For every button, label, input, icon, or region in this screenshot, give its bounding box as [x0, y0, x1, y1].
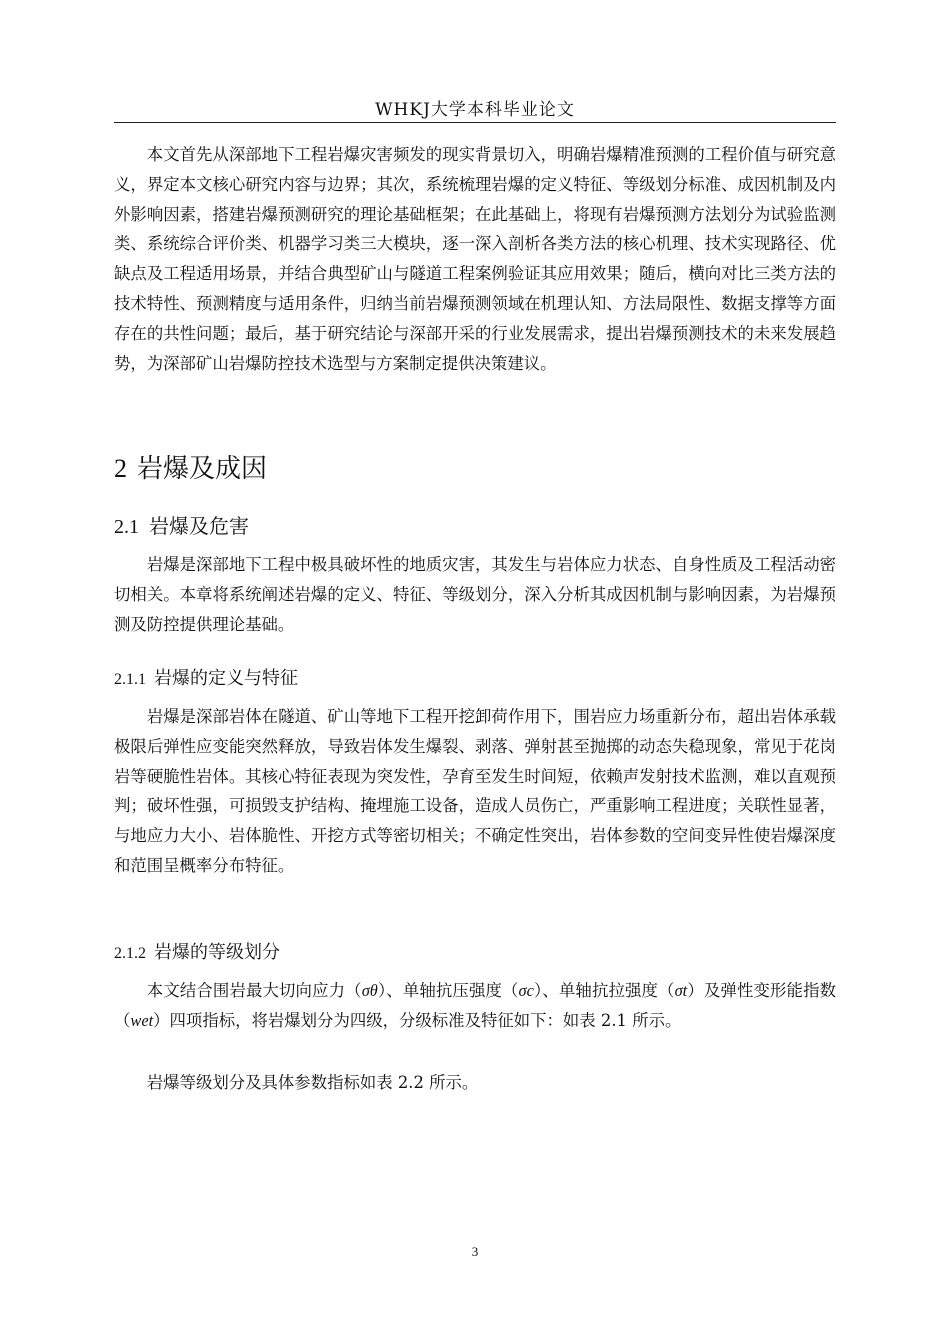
- symbol-sigma-c: σc: [518, 981, 534, 1000]
- subsection-heading-2-1-1: [114, 664, 298, 690]
- section-heading-2-1: [114, 510, 249, 539]
- subsection-title: 岩爆的等级划分: [154, 942, 280, 963]
- symbol-sigma-t: σt: [674, 981, 688, 1000]
- text-run: ）及弹性变形能指数（: [114, 981, 836, 1030]
- section-number: 2.1: [114, 516, 139, 538]
- subsection-number: 2.1.1: [114, 671, 146, 688]
- chapter-heading: [114, 448, 267, 485]
- intro-paragraph: 本文首先从深部地下工程岩爆灾害频发的现实背景切入，明确岩爆精准预测的工程价值与研究意义，界定本文核心研究内容与边界；其次，系统梳理岩爆的定义特征、等级划分标准、成因机制及内外影响因素，搭建岩爆预测研究的理论基础框架；在此基础上，将现有岩爆预测方法划分为试验监测类、系统综合评价类、机器学习类三大模块，逐一深入剖析各类方法的核心机理、技术实现路径、优缺点及工程适用场景，并结合典型矿山与隧道工程案例验证其应用效果；随后，横向对比三类方法的技术特性、预测精度与适用条件，归纳当前岩爆预测领域在机理认知、方法局限性、数据支撑等方面存在的共性问题；最后，基于研究结论与深部开采的行业发展需求，提出岩爆预测技术的未来发展趋势，为深部矿山岩爆防控技术选型与方案制定提供决策建议。: [114, 145, 836, 373]
- subsection-title: 岩爆的定义与特征: [154, 668, 298, 689]
- text-run: 本文结合围岩最大切向应力（: [146, 981, 362, 1000]
- text-run: ）四项指标，将岩爆划分为四级，分级标准及特征如下：如表 2.1 所示。: [153, 1010, 682, 1030]
- running-header: WHKJ大学本科毕业论文: [375, 100, 575, 120]
- section-2-1-2-paragraph-2: 岩爆等级划分及具体参数指标如表 2.2 所示。: [146, 1073, 479, 1092]
- chapter-title: 岩爆及成因: [137, 454, 268, 484]
- chapter-number: 2: [114, 454, 127, 483]
- text-run: ）、单轴抗压强度（: [377, 981, 519, 1000]
- section-2-1-1-paragraph: 岩爆是深部岩体在隧道、矿山等地下工程开挖卸荷作用下，围岩应力场重新分布，超出岩体承载极限后弹性应变能突然释放，导致岩体发生爆裂、剥落、弹射甚至抛掷的动态失稳现象，常见于花岗岩等硬脆性岩体。其核心特征表现为突发性，孕育至发生时间短，依赖声发射技术监测，难以直观预判；破坏性强，可损毁支护结构、掩埋施工设备，造成人员伤亡，严重影响工程进度；关联性显著，与地应力大小、岩体脆性、开挖方式等密切相关；不确定性突出，岩体参数的空间变异性使岩爆深度和范围呈概率分布特征。: [114, 707, 836, 875]
- subsection-number: 2.1.2: [114, 945, 146, 962]
- page-number: 3: [471, 1244, 479, 1259]
- subsection-heading-2-1-2: [114, 938, 280, 964]
- section-2-1-paragraph: 岩爆是深部地下工程中极具破坏性的地质灾害，其发生与岩体应力状态、自身性质及工程活动密切相关。本章将系统阐述岩爆的定义、特征、等级划分，深入分析其成因机制与影响因素，为岩爆预测及防控提供理论基础。: [114, 555, 836, 634]
- symbol-sigma-theta: σθ: [361, 981, 378, 1000]
- symbol-wet: wet: [130, 1010, 154, 1030]
- section-title: 岩爆及危害: [149, 514, 249, 538]
- text-run: ）、单轴抗拉强度（: [533, 981, 675, 1000]
- section-2-1-2-paragraph-1: [114, 976, 836, 1036]
- header-rule: [114, 122, 836, 123]
